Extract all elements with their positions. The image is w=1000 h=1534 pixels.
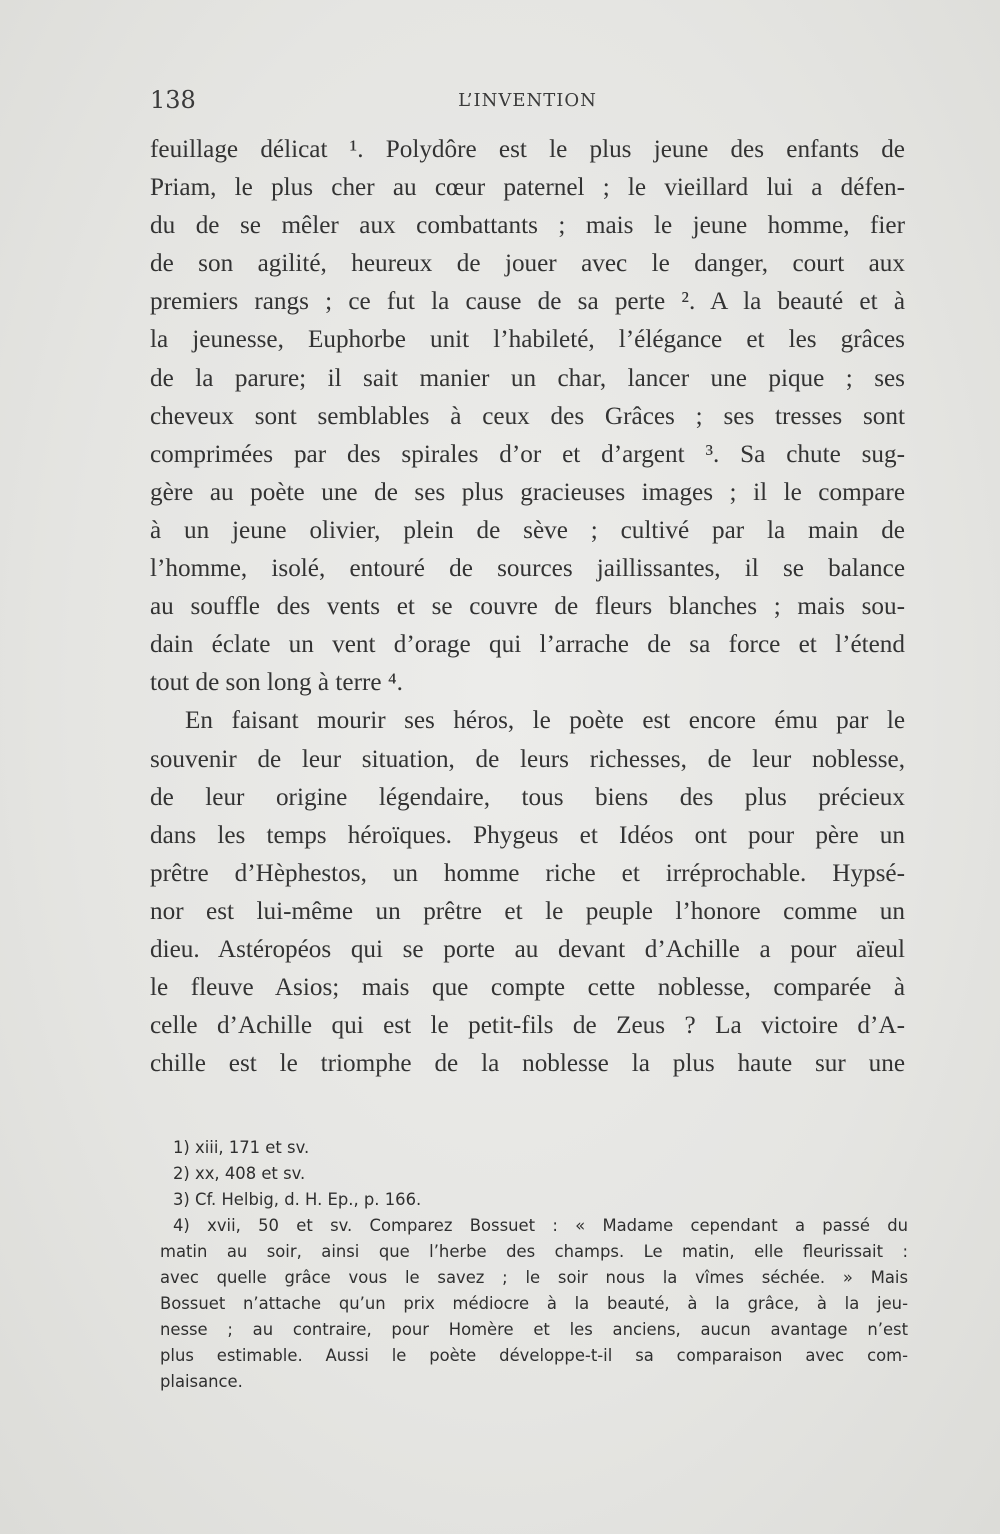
footnote-4-line: 4) xvii, 50 et sv. Comparez Bossuet : « Madame cependant a passé du [173,1216,908,1235]
footnote-4-line: matin au soir, ainsi que l’herbe des champs. Le matin, elle fleurissait : [160,1242,908,1261]
footnote-4-line: Bossuet n’attache qu’un prix médiocre à la beauté, à la grâce, à la jeu- [160,1294,908,1313]
text-line: celle d’Achille qui est le petit-fils de Zeus ? La victoire d’A- [150,1012,905,1040]
text-line: de leur origine légendaire, tous biens des plus précieux [150,783,905,811]
text-line: de la parure; il sait manier un char, lancer une pique ; ses [150,364,905,392]
footnote-3: 3) Cf. Helbig, d. H. Ep., p. 166. [173,1190,422,1209]
text-line: du de se mêler aux combattants ; mais le jeune homme, fier [150,212,905,240]
text-line: premiers rangs ; ce fut la cause de sa perte ². A la beauté et à [150,288,905,316]
footnote-4-line: nesse ; au contraire, pour Homère et les anciens, aucun avantage n’est [160,1320,908,1339]
text-line: comprimées par des spirales d’or et d’argent ³. Sa chute sug- [150,440,905,468]
text-line: dieu. Astéropéos qui se porte au devant d’Achille a pour aïeul [150,935,905,963]
text-line: la jeunesse, Euphorbe unit l’habileté, l’élégance et les grâces [150,326,905,354]
text-line: dain éclate un vent d’orage qui l’arrache de sa force et l’étend [150,631,905,659]
text-line: prêtre d’Hèphestos, un homme riche et irréprochable. Hypsé- [150,859,905,887]
running-title: L’INVENTION [458,90,597,111]
footnote-4-line: plus estimable. Aussi le poète développe-t-il sa comparaison avec com- [160,1346,908,1365]
main-text [150,131,905,1083]
text-line: nor est lui-même un prêtre et le peuple l’honore comme un [150,897,905,925]
text-line: En faisant mourir ses héros, le poète est encore ému par le [185,707,905,735]
text-line: de son agilité, heureux de jouer avec le danger, court aux [150,250,905,278]
footnote-2: 2) xx, 408 et sv. [173,1164,306,1183]
text-line: gère au poète une de ses plus gracieuses images ; il le compare [150,478,905,506]
text-line: feuillage délicat ¹. Polydôre est le plus jeune des enfants de [150,136,905,163]
text-line: Priam, le plus cher au cœur paternel ; le vieillard lui a défen- [150,174,905,202]
text-line: tout de son long à terre ⁴. [150,669,403,697]
text-line: chille est le triomphe de la noblesse la plus haute sur une [150,1050,905,1078]
footnotes [160,1135,908,1395]
text-line: dans les temps héroïques. Phygeus et Idéos ont pour père un [150,821,905,849]
footnote-4-line: plaisance. [160,1372,243,1391]
text-line: cheveux sont semblables à ceux des Grâces ; ses tresses sont [150,402,905,430]
text-line: l’homme, isolé, entouré de sources jaillissantes, il se balance [150,555,905,583]
page-number: 138 [150,86,196,114]
text-line: souvenir de leur situation, de leurs richesses, de leur noblesse, [150,745,905,773]
text-line: à un jeune olivier, plein de sève ; cultivé par la main de [150,516,905,544]
footnote-1: 1) xiii, 171 et sv. [173,1138,310,1157]
page-header [150,86,905,122]
footnote-4-line: avec quelle grâce vous le savez ; le soir nous la vîmes séchée. » Mais [160,1268,908,1287]
text-line: le fleuve Asios; mais que compte cette noblesse, comparée à [150,974,905,1002]
text-line: au souffle des vents et se couvre de fleurs blanches ; mais sou- [150,593,905,621]
